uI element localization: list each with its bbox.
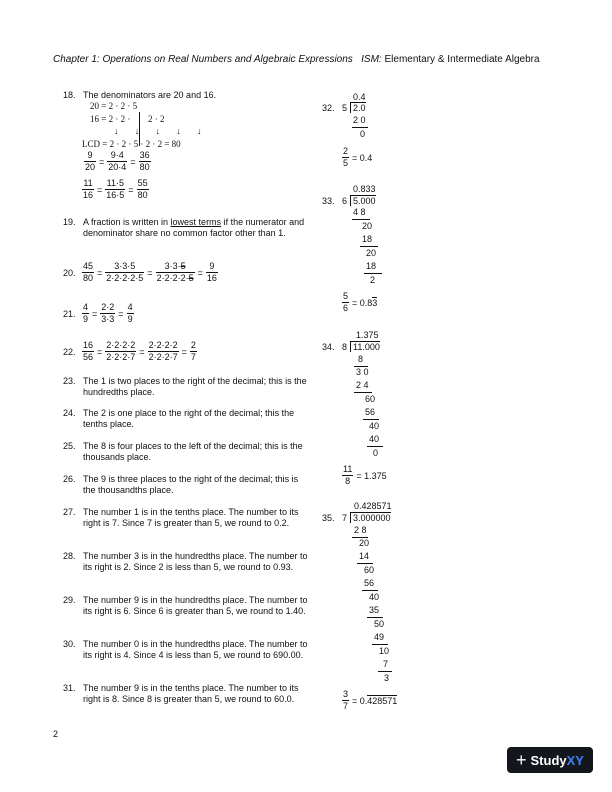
step: 8 [358,354,364,364]
step: 2 0 [353,115,366,125]
dividend: 2.0 [350,102,366,113]
step-rule [354,392,372,393]
problem-number: 18. [63,90,76,100]
problem-text: The number 0 is in the hundredths place. The number to its right is 4. Since 4 is less than 5, we round to 690.00. [83,639,308,660]
key-term: lowest terms [170,217,222,227]
step-rule [360,246,378,247]
problem-number: 31. [63,683,76,693]
problem-number: 32. [322,103,335,113]
remainder: 0 [360,129,366,139]
dividend: 11.000 [350,341,380,352]
result-34: $\frac{11}{8}$ = 1.375 [343,464,387,486]
problem-text: The number 9 is in the tenths place. The number to its right is 8. Since 8 is greater than 5, we round to 60.0. [83,683,299,704]
result-32: $\frac{2}{5}$ = 0.4 [343,146,373,168]
result-35: $\frac{3}{7}$ = 0.428571 [343,689,398,711]
equation-22: $\frac{16}{56}$ = $\frac{2\cdot 2\cdot 2\cdot 2}{2\cdot 2\cdot 2\cdot 7}$ = $\frac{2\cdot 2\cdot 2\cdot 2}{2\cdot 2\cdot 2\cdot 7}$ = $\frac{2}{7}$ [83,340,196,362]
step: 20 [362,221,373,231]
problem-text: The number 3 is in the hundredths place. The number to its right is 2. Since 2 is less than 5, we round to 0.93. [83,551,308,572]
quotient: 0.833 [353,184,376,194]
plus-icon: + [516,749,527,770]
step: 60 [364,565,375,575]
problem-text: The 8 is four places to the left of the decimal; this is the thousands place. [83,441,303,462]
problem-text: The number 1 is in the tenths place. The number to its right is 7. Since 7 is greater than 5, we round to 0.2. [83,507,299,528]
problem-number: 19. [63,217,76,227]
divisor: 7 [342,513,348,523]
equation-21: $\frac{4}{9}$ = $\frac{2\cdot 2}{3\cdot 3}$ = $\frac{4}{9}$ [83,302,133,324]
factor-16: 16 = 2 · 2 · [90,114,131,124]
step: 50 [374,619,385,629]
step: 2 [370,275,376,285]
lcd-line: LCD = 2 · 2 · 5 · 2 · 2 = 80 [82,139,181,149]
problem-text: The number 9 is in the hundredths place. The number to its right is 6. Since 6 is greater than 5, we round to 1.40. [83,595,308,616]
step-rule [367,617,383,618]
logo-xy: XY [566,752,584,768]
problem-number: 24. [63,408,76,418]
result-33: $\frac{5}{6}$ = 0.83 [343,291,378,313]
step: 3 [384,673,390,683]
arrows: ↓ ↓ ↓ ↓ ↓ [114,126,209,136]
chapter-title: Chapter 1: Operations on Real Numbers and Algebraic Expressions [53,54,353,65]
step: 56 [365,407,376,417]
equation-18a: $\frac{9}{20}$ = $\frac{9\cdot 4}{20\cdot 4}$ = $\frac{36}{80}$ [85,150,150,172]
problem-text: The denominators are 20 and 16. [83,90,217,100]
step: 14 [359,551,370,561]
problem-number: 27. [63,507,76,517]
step-rule [372,644,388,645]
step: 10 [379,646,390,656]
step-rule [352,127,368,128]
divisor: 8 [342,342,348,352]
dividend: 5.000 [350,195,376,206]
problem-text: The 1 is two places to the right of the decimal; this is the hundredths place. [83,376,307,397]
step-rule [352,219,370,220]
dividend: 3.000000 [350,512,391,523]
step: 40 [369,592,380,602]
step: 56 [364,578,375,588]
step-rule [378,671,392,672]
quotient: 0.428571 [354,501,392,511]
problem-text: The 9 is three places to the right of the decimal; this is the thousandths place. [83,474,299,495]
page-number: 2 [53,729,59,739]
problem-number: 28. [63,551,76,561]
step: 18 [366,261,377,271]
problem-text: A fraction is written in lowest terms if the numerator and denominator share no common factor other than 1. [83,217,305,238]
problem-number: 35. [322,513,335,523]
book-title: Elementary & Intermediate Algebra [384,54,540,65]
step: 40 [369,421,380,431]
step-rule [364,273,382,274]
equation-18b: $\frac{11}{16}$ = $\frac{11\cdot 5}{16\cdot 5}$ = $\frac{55}{80}$ [83,178,148,200]
step: 0 [373,448,379,458]
problem-number: 21. [63,309,76,319]
problem-number: 20. [63,268,76,278]
step: 2 8 [354,525,367,535]
studyxy-logo[interactable] [507,747,593,773]
step-rule [367,446,383,447]
step: 7 [383,659,389,669]
step: 40 [369,434,380,444]
problem-number: 30. [63,639,76,649]
factor-20: 20 = 2 · 2 · 5 [90,101,138,111]
problem-text: The 2 is one place to the right of the decimal; this the tenths place. [83,408,295,429]
divisor: 6 [342,196,348,206]
step: 4 8 [353,207,366,217]
problem-number: 26. [63,474,76,484]
step: 3 0 [356,367,369,377]
quotient: 0.4 [353,92,366,102]
problem-number: 29. [63,595,76,605]
problem-number: 25. [63,441,76,451]
problem-number: 33. [322,196,335,206]
problem-number: 22. [63,347,76,357]
ism-label: ISM: [361,54,382,65]
factor-16-b: 2 · 2 [148,114,165,124]
equation-20: $\frac{45}{80}$ = $\frac{3\cdot 3\cdot 5}{2\cdot 2\cdot 2\cdot 2\cdot 5}$ = $\frac{3\cdot 3\cdot 5}{2\cdot 2\cdot 2\cdot 2\cdot 5}$ = $\frac{9}{16}$ [83,261,217,283]
step: 49 [374,632,385,642]
step: 20 [359,538,370,548]
step-rule [357,563,373,564]
step: 2 4 [356,380,369,390]
step: 35 [369,605,380,615]
logo-study: Study [530,752,567,768]
problem-number: 34. [322,342,335,352]
step-rule [362,590,378,591]
step-rule [363,419,379,420]
page-header [53,54,540,65]
problem-number: 23. [63,376,76,386]
step: 60 [365,394,376,404]
step: 20 [366,248,377,258]
divisor: 5 [342,103,348,113]
quotient: 1.375 [356,330,379,340]
step: 18 [362,234,373,244]
